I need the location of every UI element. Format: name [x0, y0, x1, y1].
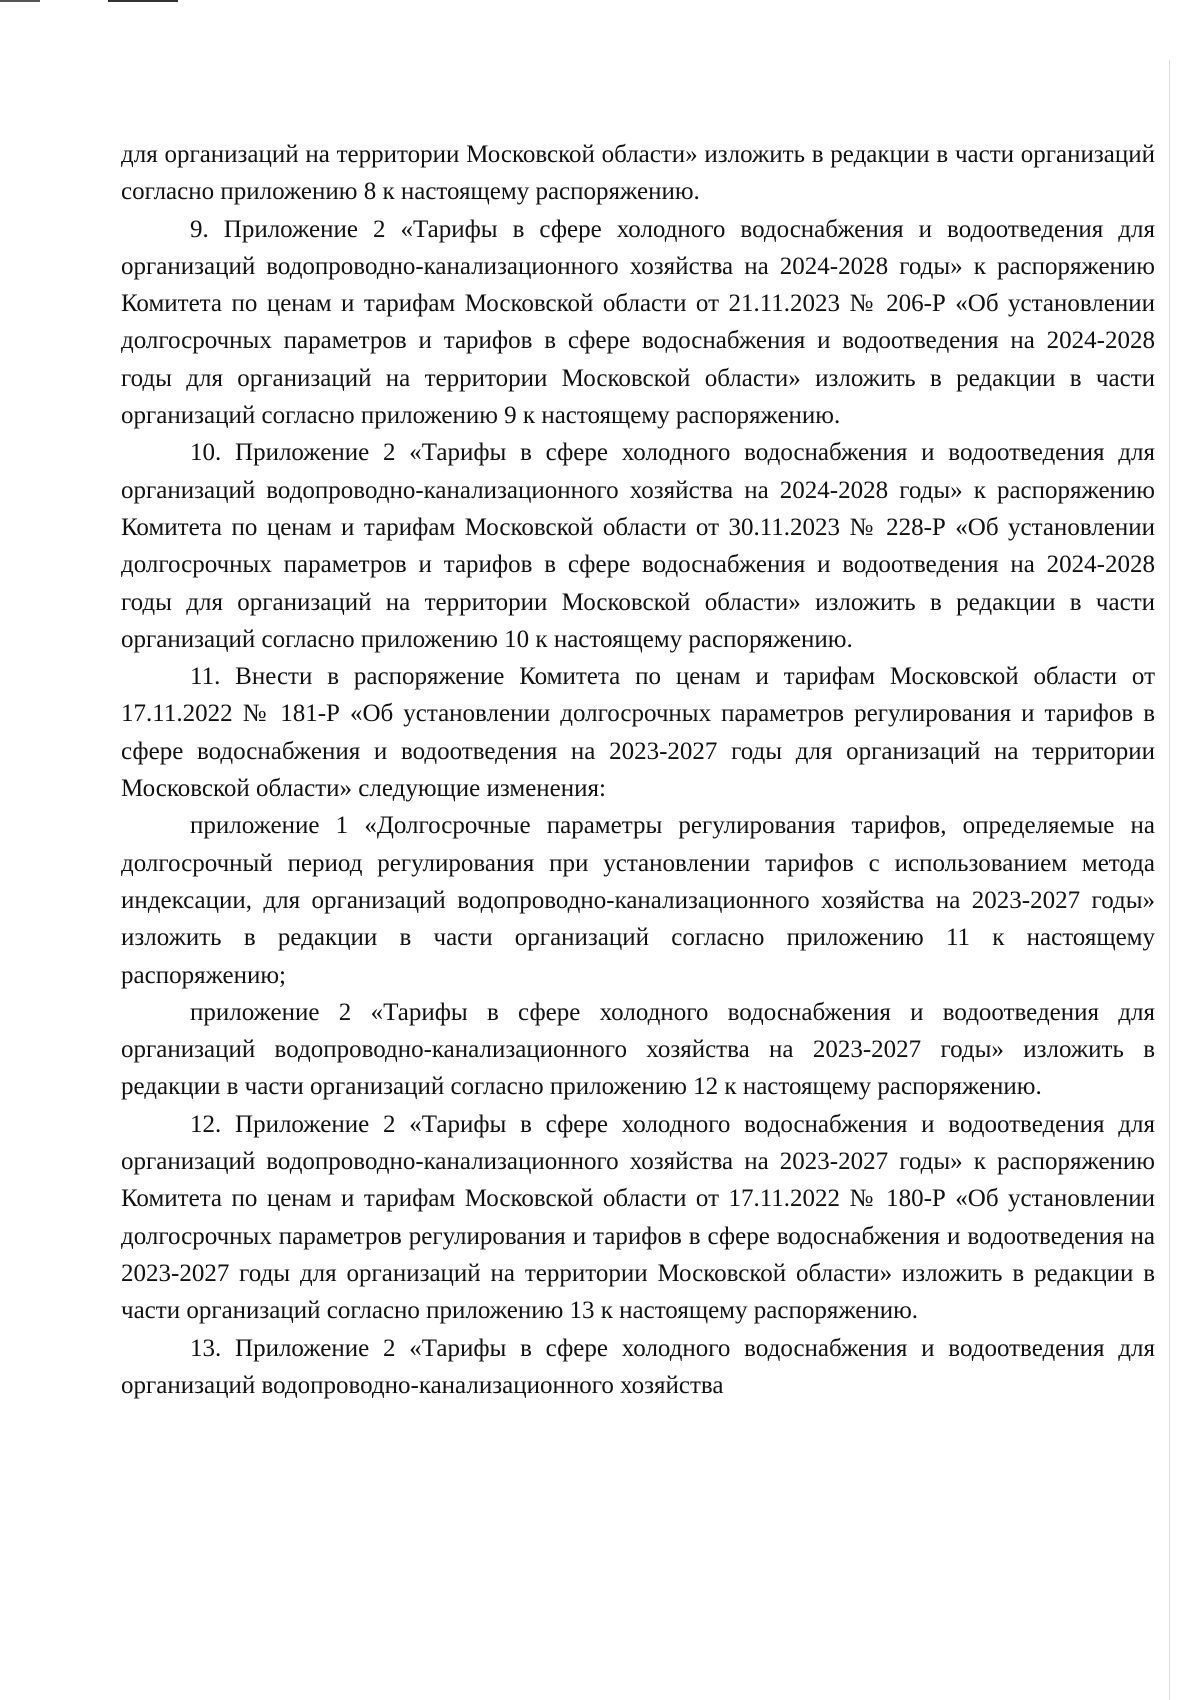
paragraph-item-8-continuation: для организаций на территории Московской области» изложить в редакции в части организаций согласно приложению 8 к настоящему распоряжению. [121, 141, 1155, 206]
paragraph-item-11-appendix-2: приложение 2 «Тарифы в сфере холодного водоснабжения и водоотведения для организаций водопроводно-канализационного хозяйства на 2023-2027 годы» изложить в редакции в части организаций согласно приложению 12 к настоящему распоряжению. [121, 998, 1155, 1101]
scan-edge-line [1169, 60, 1170, 1700]
paragraph-item-11: 11. Внести в распоряжение Комитета по ценам и тарифам Московской области от 17.11.2022 № 181-Р «Об установлении долгосрочных параметров регулирования и тарифов в сфере водоснабжения и водоотведения на 2023-2027 годы для организаций на территории Московской области» следующие изменения: [121, 663, 1155, 803]
paragraph-item-11-appendix-1: приложение 1 «Долгосрочные параметры регулирования тарифов, определяемые на долгосрочный период регулирования при установлении тарифов с использованием метода индексации, для организаций водопроводно-канализационного хозяйства на 2023-2027 годы» изложить в редакции в части организаций согласно приложению 11 к настоящему распоряжению; [121, 812, 1155, 989]
paragraph-item-9: 9. Приложение 2 «Тарифы в сфере холодного водоснабжения и водоотведения для организаций водопроводно-канализационного хозяйства на 2024-2028 годы» к распоряжению Комитета по ценам и тарифам Московской области от 21.11.2023 № 206-Р «Об установлении долгосрочных параметров и тарифов в сфере водоснабжения и водоотведения на 2024-2028 годы для организаций на территории Московской области» изложить в редакции в части организаций согласно приложению 9 к настоящему распоряжению. [121, 215, 1155, 430]
paragraph-item-10: 10. Приложение 2 «Тарифы в сфере холодного водоснабжения и водоотведения для организаций водопроводно-канализационного хозяйства на 2024-2028 годы» к распоряжению Комитета по ценам и тарифам Московской области от 30.11.2023 № 228-Р «Об установлении долгосрочных параметров и тарифов в сфере водоснабжения и водоотведения на 2024-2028 годы для организаций на территории Московской области» изложить в редакции в части организаций согласно приложению 10 к настоящему распоряжению. [121, 439, 1155, 653]
paragraph-item-12: 12. Приложение 2 «Тарифы в сфере холодного водоснабжения и водоотведения для организаций водопроводно-канализационного хозяйства на 2023-2027 годы» к распоряжению Комитета по ценам и тарифам Московской области от 17.11.2022 № 180-Р «Об установлении долгосрочных параметров регулирования и тарифов в сфере водоснабжения и водоотведения на 2023-2027 годы для организаций на территории Московской области» изложить в редакции в части организаций согласно приложению 13 к настоящему распоряжению. [121, 1110, 1155, 1325]
document-body [121, 136, 1155, 1404]
paragraph-item-13: 13. Приложение 2 «Тарифы в сфере холодного водоснабжения и водоотведения для организаций водопроводно-канализационного хозяйства [121, 1334, 1155, 1399]
scan-edge-mark [108, 0, 178, 2]
scan-edge-mark [0, 0, 40, 2]
